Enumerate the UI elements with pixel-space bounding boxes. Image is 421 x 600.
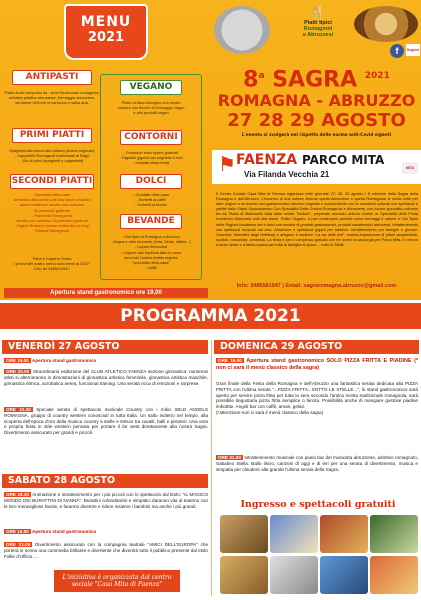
- sunday-e1-title: Apertura stand gastronomico SOLO PIZZA FRITTA E PIADINE (* non ci sarà il menù classico della sagra): [216, 358, 418, 371]
- friday-e3-time: ORE 21.30: [6, 407, 31, 412]
- antipasti-title: ANTIPASTI: [12, 70, 92, 85]
- friday-event-1: [4, 358, 208, 364]
- sunday-e1-time: ORE 19.00: [218, 358, 242, 363]
- primi-text: Spaghetti Abruzzesi alla chitarra (ricetta originale) - Cappelletti Romagnoli tradizionali al Ragù - Bis di primi (spaghetti e cappelletti): [9, 148, 95, 164]
- facebook-icon[interactable]: f: [390, 44, 404, 58]
- pane-text: Pane e Coperto Gratis I prezzi del nostro menù sono fermi al 2017! Info: tel 3488210947: [14, 256, 90, 272]
- location-title: [236, 152, 384, 168]
- food-photo-right: [354, 6, 418, 42]
- sunday-e2-time: ORE 21.00: [218, 455, 241, 460]
- menu-column: [4, 4, 208, 300]
- sunday-e2-text: Intrattenimento musicale con piano bar del musicista abruzzese, adottivo romagnolo, Sabatino Stella. Ballo liscio, canzoni di oggi e di ieri per una serata di divertimento, musica e simpatia per chiudere alla grande l'ultima serata della Sagra.: [216, 455, 418, 472]
- primi-title: PRIMI PIATTI: [12, 128, 92, 143]
- event-subtitle: ROMAGNA - ABRUZZO: [217, 91, 416, 111]
- menu-title: MENU: [80, 14, 132, 30]
- photo-3: [320, 515, 368, 553]
- friday-e3-text: Speciale serata di spettacolo musicale Country con i mitici WILD ANGELS ROMAGNA, gruppo di country western conosciuti in tutta Italia. Un salto indietro nel tempo, alla scoperta dell'epoca d'oro della musica country a stelle e strisce tra cavalli, balli e pistoleri. Una vera e propria festa in stile western pensata per portare il far west direttamente alla nostra Sagra. Divertimento assicurato per grandi e piccoli.: [4, 407, 208, 436]
- saturday-event-2: [4, 529, 208, 535]
- friday-e1-time: ORE 19.00: [6, 358, 29, 363]
- photo-1: [220, 515, 268, 553]
- city: FAENZA: [236, 152, 298, 168]
- dolci-text: - Crostate della casa - Sorbetti al caffè - Sorbetti al limone: [133, 192, 169, 208]
- photo-7: [320, 556, 368, 594]
- friday-e2-time: ORE 20.00: [6, 369, 30, 374]
- photo-2: [270, 515, 318, 553]
- photo-4: [370, 515, 418, 553]
- address: Via Filanda Vecchia 21: [244, 170, 330, 179]
- event-heading: [212, 64, 421, 138]
- location-box: [212, 150, 421, 184]
- vegano-title: VEGANO: [120, 80, 182, 95]
- photo-5: [220, 556, 268, 594]
- event-year-small: 2021: [364, 71, 390, 81]
- fork-knife-icon: 🍴: [309, 5, 327, 20]
- saturday-e1-text: Animazione e intrattenimento per i più piccoli con lo spettacolo dal titolo: "IL MAGICO MONDO DEI BURATTINI DI NANNÀ". Burattini coloratissimi e simpatici daranno vita al teatrino con le loro meravigliose favole, e faranno divertire e ridere insieme i bambini ma anche i più grandi.: [4, 492, 209, 509]
- sunday-event-1-text: Gran finale della Festa della Romagna e dell'Abruzzo una fantastica serata dedicata alla PIZZA FRITTA con l'ultima serata "...PIZZA FRITTA...SOTTO LE STELLE...", lo stand gastronomico sarà aperto per servire pizza fritta per tutta la sera secondo l'antica ricetta tradizionale romagnola, sarà possibile degustarla pizza fritta semplice o farcita. Possibilità anche di mangiare gustose piadine imbottite. Angoli bar con caffè, amari, gelati. (*attenzione non ci sarà il menù classico della sagra): [216, 381, 418, 415]
- friday-event-2: [4, 369, 208, 386]
- sunday-event-2: [216, 455, 418, 472]
- antipasti-text: Piatto tirolo composto da : semi tricotrovato romagnola, vellutino piadina abrussese, formaggio abruzzese, verdurine dell'orto in cartoccio e salsa aria.: [4, 90, 100, 106]
- friday-e1-title: Apertura stand gastronomico: [32, 358, 97, 363]
- edition-sup: a: [258, 71, 265, 81]
- saturday-e2-time: ORE 19.00: [6, 529, 29, 534]
- sunday-event-1-title: [216, 358, 418, 372]
- saturday-event-1: [4, 492, 208, 509]
- dolci-title: DOLCI: [120, 174, 182, 189]
- friday-e2-text: Straordinaria esibizione del CLUB ATLETICO FAENZA sezione ginnastica: numerosi atleti si alterneranno in dimostrazioni di ginnastica artistica femminile, ginnastica artistica maschile, ginnastica ritmica, acrobatica aerea, functional training. Una serata ricca di emozioni e sorprese.: [4, 369, 209, 386]
- logo-line3: e Abruzzesi: [302, 32, 334, 38]
- photo-8: [370, 556, 418, 594]
- map-pin-icon: ⚑: [218, 154, 236, 176]
- event-description: Il Centro Sociale Casa Mita di Faenza organizza nelle giornate 27, 28, 29 agosto l' 8 edizione della Sagra della Romagna e dell'Abruzzo. L'incontro di due culture diverse quella Abruzzese e quella Romagnola si svela unite per dare origine a un evento eno-gastronomico davvero originale e sorprendente con le occasioni culturali con spettacoli e partite dallo Stand Gastronomico Con Specialità Della Cucina Romagnola e Abruzzese, con buone specialità culinarie tra cui Piada al Mattonello fatta dalle nostre "Azdore", preparate secondo antiche ricette, le Specialità della Festa Arrosticini Abruzzesi cotti alla brace. Piatto Vegano, Il pan continuano prodotti come formaggi e salumi e Vini Tipici delle Regioni fondatrice dei e dolci con vendita di prodotti gastronomici, prodotti caratteristici abruzzesi. Intrattenimento con spettacoli musicali dal vivo. Attrazione e spettacoli gigant per bambini. Intrattenimento per famiglie e giovani. Concorsi: Mercatini degli Hobbisty e artigiani. Il scultore "La via delle Arti", mostra-esposizione di pittori acquerellisti, scultori, mosaicisti, ceramisti. La festa e per il complesso gratuito con tre ordine a caccurgia per Parco Mita, in mezzo a tanto verde e a tanta musica per tutta la famiglia al riparo. ...tutto in Stelle.: [216, 192, 418, 247]
- column-divider: [211, 340, 212, 596]
- logo-line2: Romagnoli: [303, 26, 333, 32]
- photo-6: [270, 556, 318, 594]
- organizer-note: L'iniziativa è organizzata dal centro sociale "Casa Mita di Faenza": [54, 570, 180, 592]
- saturday-e3-text: Divertimento assicurato con la compagnia teatrale "AMICI DELL'EUROPA" che porterà in scena una commedia brillante e divertente che divertirà tutto il pubblico presente dal titolo Follie d'Ufficio.....: [4, 542, 208, 559]
- bevande-text: - Vini tipici di Romagna e Abruzzo - Acqua e altre bevande (birra, bibite, lattine...) - Liquori Abruzzesi - Liquore alla liquirizia fatto in casa secondo l'antica ricetta segreta "specialità della casa" - Caffè: [111, 234, 191, 271]
- vegano-text: Piatto al flavo biologico con ricotto verdure con fiocchi di formaggio vegan e altri prodotti vegan: [117, 100, 185, 116]
- menu-year: 2021: [87, 30, 125, 45]
- event-tagline: L'evento si svolgerà nel rispetto delle norme anti-Covid vigenti: [241, 132, 392, 138]
- contorni-title: CONTORNI: [120, 130, 182, 145]
- friday-header: VENERDÌ 27 AGOSTO: [2, 340, 208, 354]
- logo-line1: Piatti tipici: [304, 20, 332, 26]
- bevande-title: BEVANDE: [120, 214, 182, 229]
- event-title: [212, 64, 421, 92]
- event-dates: 27 28 29 AGOSTO: [227, 110, 406, 132]
- food-photo-left: [214, 6, 270, 54]
- saturday-e3-time: ORE 21.00: [6, 542, 31, 547]
- program-title: PROGRAMMA 2021: [0, 303, 421, 329]
- event-name: SAGRA: [272, 67, 358, 93]
- saturday-e1-time: ORE 18.30: [6, 492, 29, 497]
- menu-banner: [64, 4, 148, 60]
- park: PARCO MITA: [301, 153, 385, 167]
- friday-event-3: [4, 407, 208, 436]
- saturday-e2-title: Apertura stand gastronomico: [32, 529, 97, 534]
- edition: 8: [243, 67, 259, 93]
- event-column: [212, 0, 421, 300]
- saturday-event-3: [4, 542, 208, 559]
- secondi-title: SECONDI PIATTI: [10, 174, 94, 189]
- sunday-header: DOMENICA 29 AGOSTO: [214, 340, 419, 354]
- saturday-header: SABATO 28 AGOSTO: [2, 474, 208, 488]
- secondi-text: Specialità della casa Arrosticini Abruzzesi cotti alla brace secondo antica tradizione servita con contorno di pomodori gratinati - Porchetta Romagnola servita con contorno di pomodori gratinati - Fagioli Messere (carina ricetta del zio boy) Piadina Romagnola: [13, 192, 91, 234]
- free-entry-banner: Ingresso e spettacoli gratuiti: [240, 499, 396, 510]
- seguici-badge: Seguici: [406, 44, 420, 56]
- contact-info: Info: 3486581947 | Email: sagraromagna.abruzzo@gmail.com: [236, 283, 397, 289]
- contorni-text: - Pomodori rossi ripieni gratinati - Fagiolini giganti con sughetto e tofu - Insalata mista ferita: [119, 150, 183, 166]
- menu-footer: Apertura stand gastronomico ore 19,00: [4, 288, 208, 298]
- organizer-badge: MITA: [402, 162, 418, 174]
- logo: [282, 6, 354, 46]
